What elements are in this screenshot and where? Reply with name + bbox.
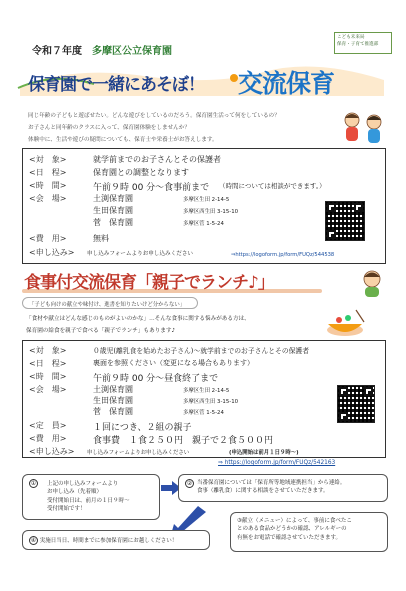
lunch-venue-address-2: 多摩区西生田 3-15-10 bbox=[183, 399, 239, 405]
intro-line-1: 同じ年齢の子どもと遊ばせたい。どんな遊びをしているのだろう。保育園生活って何をしているの？ bbox=[28, 113, 280, 119]
intro-line-3: 体験中に、生活や遊びの疑問についても、保育士や栄養士がお答えします。 bbox=[28, 137, 218, 143]
child-eating-icon bbox=[352, 268, 392, 298]
lunch-apply-note: (申込開始は前月１日９時～) bbox=[229, 450, 299, 456]
lunch-target-value: ０歳児(離乳食を始めたお子さん)～就学前までのお子さんとその保護者 bbox=[93, 347, 310, 355]
section1-info-box bbox=[22, 148, 386, 264]
lunch-venue-address-3: 多摩区菅 1-5-24 bbox=[183, 410, 224, 416]
section1-title-lead: 保育園で一緒にあそぼ！ bbox=[28, 75, 204, 95]
section1-title-main: 交流保育 bbox=[238, 69, 335, 98]
department-line-2: 保育・子育て推進部 bbox=[337, 41, 379, 47]
lunch-venue-name-3: 菅 保育園 bbox=[93, 407, 133, 416]
children-illustration-icon bbox=[338, 108, 390, 148]
venue-label: <会 場> bbox=[29, 194, 67, 203]
venue-address-3: 多摩区菅 1-5-24 bbox=[183, 221, 224, 227]
department-line-1: こども未来局 bbox=[337, 35, 365, 40]
department-box bbox=[334, 32, 392, 54]
lunch-target-label: <対 象> bbox=[29, 346, 67, 355]
step2-number: ② bbox=[186, 480, 193, 487]
target-value: 就学前までのお子さんとその保護者 bbox=[93, 155, 221, 164]
capacity-value: １回につき、２組の親子 bbox=[93, 423, 192, 433]
venue-address-2: 多摩区西生田 3-15-10 bbox=[183, 209, 239, 215]
lunch-fee-value: 食事費 １食２５０円 親子で２食５００円 bbox=[93, 436, 274, 446]
venue-address-1: 多摩区生田 2-14-5 bbox=[183, 197, 230, 203]
venue-name-2: 生田保育園 bbox=[93, 206, 133, 215]
lunch-apply-label: <申し込み> bbox=[29, 447, 75, 456]
lunch-venue-label: <会 場> bbox=[29, 385, 67, 394]
section2-info-box bbox=[22, 340, 386, 458]
lunch-schedule-value: 裏面を参照ください（変更になる場合もあります） bbox=[93, 359, 254, 367]
step4-text: 実施日当日、時間までに参加保育園にお越しください！ bbox=[39, 538, 178, 544]
time-note: （時間については相談ができます。） bbox=[219, 182, 326, 190]
step3-text: ③献立（メニュー）によって、事前に食べたこ とのある食品かどうかの確認、アレルギーの 有無をお電話で確認させていただきます。 bbox=[237, 518, 352, 541]
office-name: 多摩区公立保育園 bbox=[92, 46, 172, 57]
step2-text: 当番保育園については「保育所等地域連携担当」から連絡。 食事（離乳食）に関する相談をさせていただきます。 bbox=[197, 480, 346, 495]
lunch-apply-value: 申し込みフォームよりお申し込みください bbox=[87, 450, 190, 456]
step3-number: ③ bbox=[237, 518, 242, 524]
schedule-label: <日 程> bbox=[29, 168, 67, 177]
flow-step-2 bbox=[178, 474, 388, 502]
lunch-time-value: 午前９時 00 分～昼食終了まで bbox=[93, 374, 219, 384]
section2-desc-line-2: 保育園の給食を親子で食べる「親子でランチ」もあります♪ bbox=[26, 328, 176, 334]
fee-label: <費 用> bbox=[29, 234, 67, 243]
flow-step-4 bbox=[22, 530, 210, 550]
qr-code-icon bbox=[325, 201, 365, 241]
lunch-registration-link[interactable]: ⇒ https://logoform.jp/form/FUQz/542163 bbox=[218, 460, 336, 466]
registration-link[interactable]: ⇒https://logoform.jp/form/FUQz/544538 bbox=[231, 252, 335, 258]
section2-desc-line-1: 「食材や献立はどんな感じのものがよいのかな」…そんな食事に関する悩みがある方は、 bbox=[26, 316, 250, 322]
lunch-venue-name-2: 生田保育園 bbox=[93, 396, 133, 405]
step1-text: 上記の申し込みフォームより お申し込み（先着順） 受付開始日は、前月の１日９時～ 受付開始です！ bbox=[47, 481, 130, 512]
lunch-qr-code-icon bbox=[337, 385, 375, 423]
speech-bubble: 「子ども向けの献立や味付け、進書を知りたいけど分からない」 bbox=[22, 297, 198, 309]
section2-title: 食事付交流保育「親子でランチ♪」 bbox=[24, 273, 274, 293]
intro-line-2: お子さんと同年齢のクラスに入って、保育園体験をしませんか？ bbox=[28, 125, 190, 131]
step1-number: ① bbox=[30, 480, 37, 487]
apply-label: <申し込み> bbox=[29, 248, 75, 257]
apply-value: 申し込みフォームよりお申し込みください bbox=[87, 251, 194, 257]
lunch-venue-address-1: 多摩区生田 2-14-5 bbox=[183, 388, 230, 394]
fee-value: 無料 bbox=[93, 234, 109, 243]
schedule-value: 保育園との調整となります bbox=[93, 168, 189, 177]
target-label: <対 象> bbox=[29, 155, 67, 164]
flow-step-1 bbox=[22, 474, 160, 520]
step4-number: ④ bbox=[30, 537, 37, 544]
lunch-time-label: <時 間> bbox=[29, 372, 67, 381]
time-value: 午前９時 00 分～食事前まで bbox=[93, 183, 210, 193]
capacity-label: <定 員> bbox=[29, 421, 67, 430]
lunch-fee-label: <費 用> bbox=[29, 434, 67, 443]
venue-name-1: 土渕保育園 bbox=[93, 194, 133, 203]
time-label: <時 間> bbox=[29, 181, 67, 190]
lunch-bowl-icon bbox=[322, 306, 368, 338]
lunch-venue-name-1: 土渕保育園 bbox=[93, 385, 133, 394]
venue-name-3: 菅 保育園 bbox=[93, 218, 133, 227]
flow-step-3 bbox=[230, 512, 388, 552]
fiscal-year: 令和７年度 bbox=[32, 46, 82, 57]
lunch-schedule-label: <日 程> bbox=[29, 359, 67, 368]
